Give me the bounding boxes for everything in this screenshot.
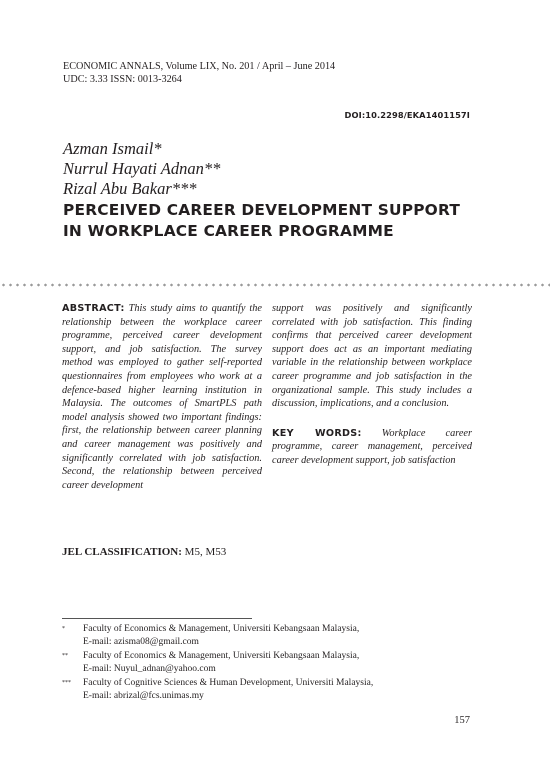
jel-label: JEL CLASSIFICATION: — [62, 546, 182, 558]
keywords-block — [272, 427, 472, 468]
footnote-email[interactable]: E-mail: Nuyul_adnan@yahoo.com — [83, 664, 216, 675]
footnotes — [62, 623, 373, 703]
footnote-2 — [62, 650, 373, 677]
abstract-text-left: This study aims to quantify the relationship between the workplace career programme, perceived career development support, and job satisfaction. The survey method was employed to gather self-reported questionnaires from employees who work at a defence-based higher learning institution in Malaysia. The outcomes of SmartPLS path model analysis showed two important findings: first, the relationship between career planning and career management was positively and significantly correlated with job satisfaction. Second, the relationship between perceived career development — [62, 303, 263, 491]
abstract-column-left — [62, 302, 262, 492]
jel-value: M5, M53 — [184, 546, 227, 558]
jel-classification — [62, 546, 226, 558]
footnote-1 — [62, 623, 373, 650]
footnote-mark: *** — [62, 679, 71, 686]
footnote-email[interactable]: E-mail: azisma08@gmail.com — [83, 637, 199, 648]
author-list — [63, 139, 220, 199]
footnote-affiliation: Faculty of Cognitive Sciences & Human Development, Universiti Malaysia, — [83, 677, 374, 688]
author-2: Nurrul Hayati Adnan** — [63, 159, 221, 178]
footnote-3 — [62, 677, 373, 704]
keywords-label: KEY WORDS: — [272, 427, 362, 439]
abstract-label: ABSTRACT: — [62, 303, 125, 314]
author-1: Azman Ismail* — [63, 139, 162, 158]
footnote-affiliation: Faculty of Economics & Management, Universiti Kebangsaan Malaysia, — [83, 624, 360, 634]
journal-header — [63, 60, 335, 86]
abstract-column-right — [272, 302, 472, 468]
udc-issn-line: UDC: 3.33 ISSN: 0013-3264 — [63, 74, 182, 85]
title-line-1: PERCEIVED CAREER DEVELOPMENT SUPPORT — [63, 201, 461, 219]
doi-link[interactable]: DOI:10.2298/EKA1401157I — [344, 110, 470, 120]
title-line-2: IN WORKPLACE CAREER PROGRAMME — [63, 222, 394, 240]
paper-title — [63, 200, 460, 242]
keywords-text: Workplace career programme, career management, perceived career development support, job satisfaction — [272, 427, 472, 466]
author-3: Rizal Abu Bakar*** — [63, 179, 197, 198]
dotted-divider — [0, 283, 550, 287]
page-number: 157 — [454, 715, 470, 726]
journal-line: ECONOMIC ANNALS, Volume LIX, No. 201 / April – June 2014 — [63, 61, 336, 72]
footnote-affiliation: Faculty of Economics & Management, Universiti Kebangsaan Malaysia, — [83, 650, 360, 661]
footnote-mark: * — [62, 626, 65, 632]
abstract-text-right: support was positively and significantly correlated with job satisfaction. This finding confirms that perceived career development support does act as an important mediating variable in the relationship between workplace career programme and job satisfaction in the organizational sample. This study includes a discussion, implications, and a conclusion. — [272, 303, 472, 410]
footnote-rule — [62, 618, 252, 619]
footnote-email[interactable]: E-mail: abrizal@fcs.unimas.my — [83, 691, 204, 702]
footnote-mark: ** — [62, 652, 68, 659]
